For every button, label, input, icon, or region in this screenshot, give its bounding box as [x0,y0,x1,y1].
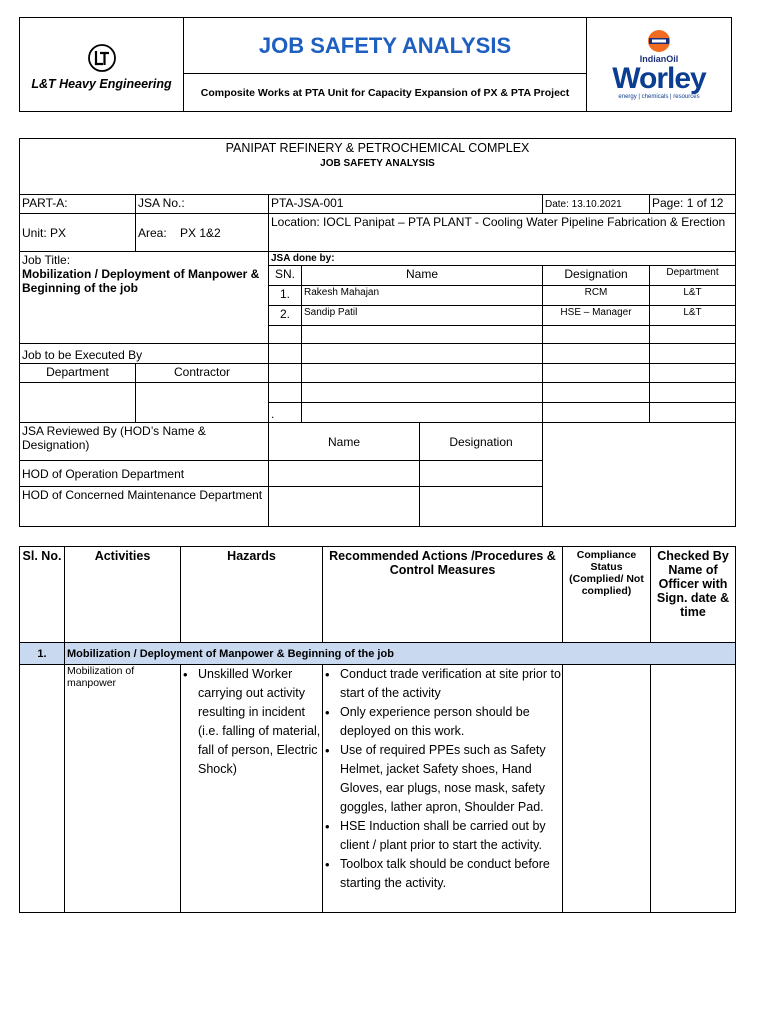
jsa-no-value: PTA-JSA-001 [269,195,543,214]
part-label: PART-A: [20,195,136,214]
activities-table [19,546,736,913]
team-sn: 2. [269,306,302,326]
hod-operation-designation [420,461,543,487]
action-item: • Use of required PPEs such as Safety Helmet, jacket Safety shoes, Hand Gloves, ear plugs, nose mask, safety goggles, lather apron, Shoulder Pad. [323,741,562,817]
dot-mark: . [269,403,302,423]
indianoil-label: IndianOil [639,54,679,64]
location-field: Location: IOCL Panipat – PTA PLANT - Cooling Water Pipeline Fabrication & Erection [269,214,736,252]
checked-by-cell [651,665,736,913]
executed-by-label: Job to be Executed By [20,344,269,364]
team-header-sn: SN. [269,266,302,286]
section-title: Mobilization / Deployment of Manpower & Beginning of the job [65,643,736,665]
hod-maintenance-designation [420,487,543,527]
executed-department-value [20,383,136,423]
review-designation-label: Designation [420,423,543,461]
hod-maintenance-label: HOD of Concerned Maintenance Department [20,487,269,527]
team-header-department: Department [650,266,736,286]
header-sl-no: Sl. No. [20,547,65,643]
team-header-designation: Designation [543,266,650,286]
complex-name: PANIPAT REFINERY & PETROCHEMICAL COMPLEX [225,141,530,155]
area-field [136,214,269,252]
header-hazards: Hazards [181,547,323,643]
hod-operation-name [269,461,420,487]
section-row [20,643,736,665]
activity-name: Mobilization of manpower [65,665,181,913]
job-title-value: Mobilization / Deployment of Manpower & Beginning of the job [22,267,260,295]
team-name: Rakesh Mahajan [302,286,543,306]
team-sn: 1. [269,286,302,306]
actions-cell [323,665,563,913]
executed-contractor-label: Contractor [136,364,269,383]
team-designation: HSE – Manager [543,306,650,326]
area-label: Area: [138,225,167,240]
date-field: Date: 13.10.2021 [543,195,650,214]
lt-logo-icon [87,43,117,73]
jsa-no-label: JSA No.: [136,195,269,214]
action-item: • Conduct trade verification at site prior to start of the activity [323,665,562,703]
header-compliance: Compliance Status (Complied/ Not complied) [563,547,651,643]
area-value: PX 1&2 [180,225,221,240]
team-header-name: Name [302,266,543,286]
action-item: • HSE Induction shall be carried out by client / plant prior to start the activity. [323,817,562,855]
team-department: L&T [650,286,736,306]
document-title: JOB SAFETY ANALYSIS [184,18,587,74]
document-header [19,17,732,112]
company-name: L&T Heavy Engineering [31,76,172,91]
review-sign-area [543,423,736,527]
job-title-label: Job Title: [22,253,71,267]
hod-operation-label: HOD of Operation Department [20,461,269,487]
hazards-cell [181,665,323,913]
indianoil-logo-icon [644,29,674,53]
team-name: Sandip Patil [302,306,543,326]
reviewed-by-label: JSA Reviewed By (HOD’s Name & Designation) [20,423,269,461]
worley-tagline: energy | chemicals | resources [618,94,700,100]
section-number: 1. [20,643,65,665]
form-title-cell [20,139,736,195]
activity-row [20,665,736,913]
form-subtitle: JOB SAFETY ANALYSIS [320,158,435,169]
hod-maintenance-name [269,487,420,527]
worley-logo: Worley [612,62,706,95]
team-designation: RCM [543,286,650,306]
job-title-cell [20,252,269,344]
jsa-done-by-label: JSA done by: [269,252,736,266]
lt-logo-cell [20,18,184,112]
compliance-cell [563,665,651,913]
page-number: Page: 1 of 12 [650,195,736,214]
client-logo-cell [587,18,732,112]
hazard-item: • Unskilled Worker carrying out activity resulting in incident (i.e. falling of material, fall of person, Electric Shock) [181,665,322,779]
unit-field: Unit: PX [20,214,136,252]
action-item: • Toolbox talk should be conduct before starting the activity. [323,855,562,893]
header-activities: Activities [65,547,181,643]
jsa-info-table [19,138,736,527]
executed-contractor-value [136,383,269,423]
review-name-label: Name [269,423,420,461]
header-actions: Recommended Actions /Procedures & Control Measures [323,547,563,643]
executed-department-label: Department [20,364,136,383]
team-department: L&T [650,306,736,326]
header-checked-by: Checked By Name of Officer with Sign. date & time [651,547,736,643]
project-subtitle: Composite Works at PTA Unit for Capacity Expansion of PX & PTA Project [184,74,587,112]
action-item: • Only experience person should be deployed on this work. [323,703,562,741]
